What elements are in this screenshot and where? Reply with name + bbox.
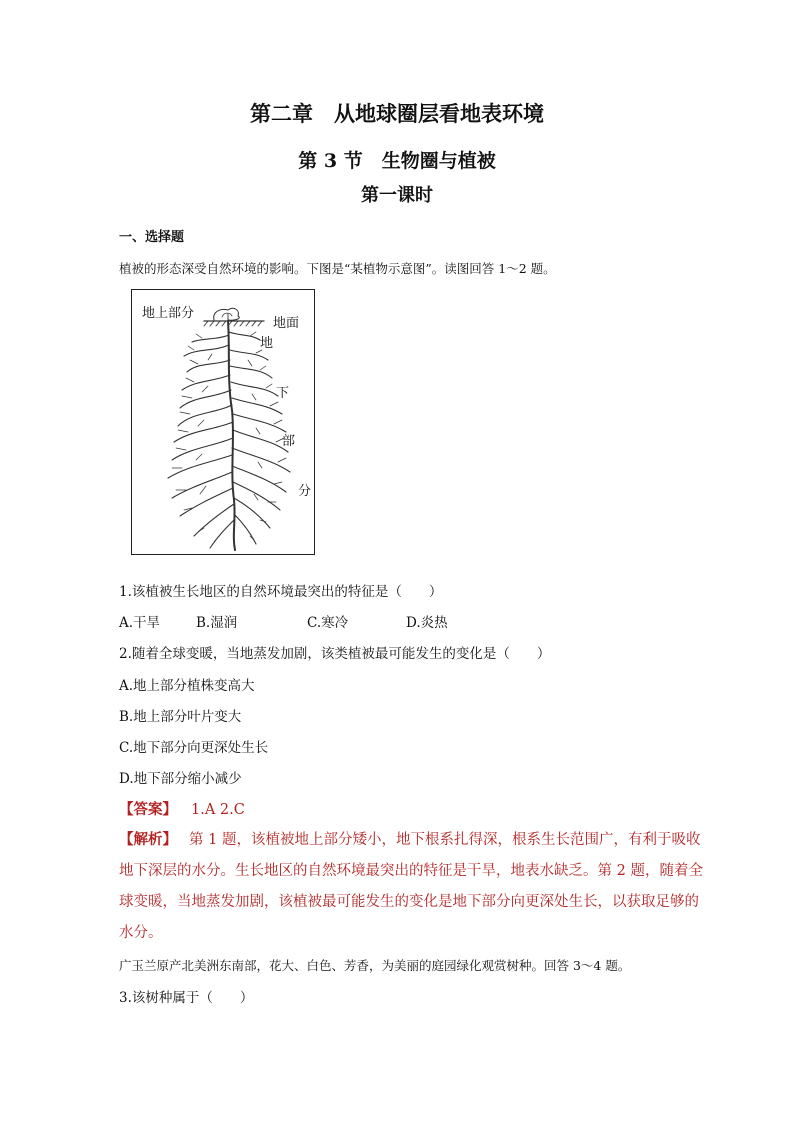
label-ground-surface: 地面 — [273, 316, 300, 331]
chapter-title: 第二章 从地球圈层看地表环境 — [250, 101, 544, 126]
label-below-4: 分 — [298, 484, 312, 499]
q2-option-a[interactable]: A.地上部分植株变高大 — [119, 678, 255, 694]
q1-option-a[interactable]: A.干旱 — [119, 615, 161, 631]
intro-text-1: 植被的形态深受自然环境的影响。下图是“某植物示意图”。读图回答 1～2 题。 — [119, 261, 556, 276]
q1-option-c[interactable]: C.寒冷 — [307, 615, 349, 631]
lesson-title: 第一课时 — [361, 185, 433, 206]
label-below-2: 下 — [276, 386, 290, 401]
question-2-stem: 2.随着全球变暖，当地蒸发加剧，该类植被最可能发生的变化是（ ） — [119, 646, 551, 662]
analysis-line-2: 地下深层的水分。生长地区的自然环境最突出的特征是干旱，地表水缺乏。第 2 题，随着全 — [119, 863, 703, 879]
q2-option-b[interactable]: B.地上部分叶片变大 — [119, 709, 242, 725]
label-below-1: 地 — [260, 336, 274, 351]
analysis-label: 【解析】 — [119, 831, 177, 848]
plant-figure — [131, 289, 315, 555]
question-1-options — [0, 611, 794, 629]
intro-text-2: 广玉兰原产北美洲东南部，花大、白色、芳香，为美丽的庭园绿化观赏树种。回答 3～4 题。 — [119, 958, 631, 973]
answer-label: 【答案】 — [119, 801, 177, 818]
question-1-stem: 1.该植被生长地区的自然环境最突出的特征是（ ） — [119, 584, 443, 600]
analysis-line-3: 球变暖，当地蒸发加剧，该植被最可能发生的变化是地下部分向更深处生长，以获取足够的 — [119, 894, 699, 910]
analysis-text-1: 第 1 题，该植被地上部分矮小，地下根系扎得深，根系生长范围广，有利于吸收 — [189, 832, 701, 848]
q2-option-c[interactable]: C.地下部分向更深处生长 — [119, 740, 269, 756]
q1-option-d[interactable]: D.炎热 — [406, 615, 448, 631]
analysis-line-1 — [119, 828, 700, 849]
question-3-stem: 3.该树种属于（ ） — [119, 990, 254, 1006]
q2-option-d[interactable]: D.地下部分缩小减少 — [119, 771, 242, 787]
label-below-3: 部 — [282, 434, 296, 449]
answer-text: 1.A 2.C — [191, 802, 245, 818]
analysis-line-4: 水分。 — [119, 925, 163, 941]
label-above-ground: 地上部分 — [142, 306, 195, 321]
section-heading: 一、选择题 — [119, 230, 185, 245]
q1-option-b[interactable]: B.湿润 — [196, 615, 238, 631]
answer-line — [119, 798, 245, 819]
section-title: 第 3 节 生物圈与植被 — [298, 150, 496, 172]
